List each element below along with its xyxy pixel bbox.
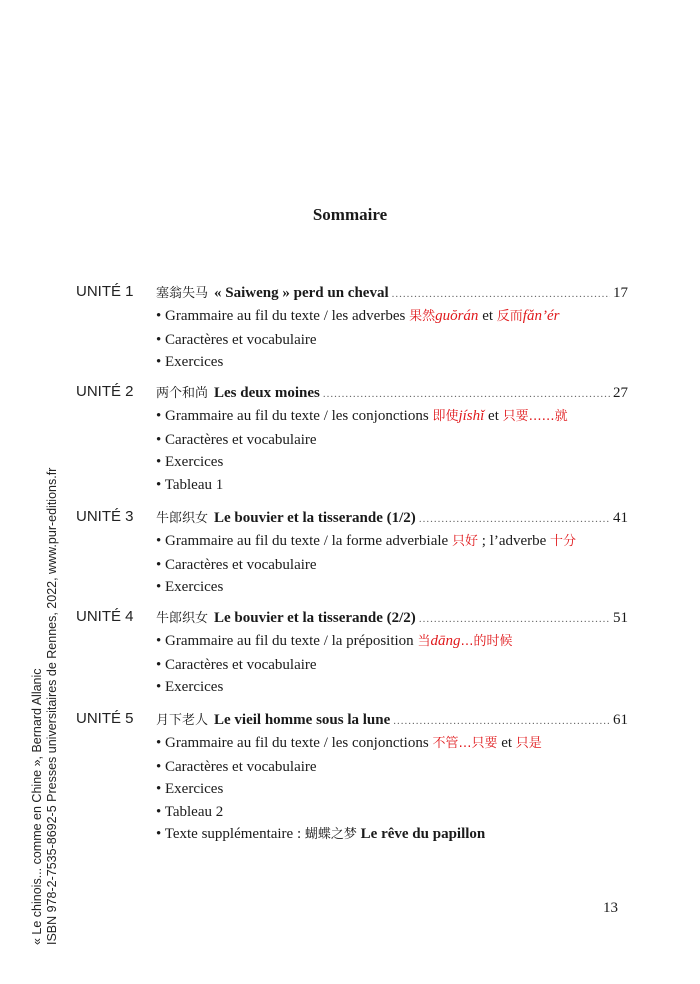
page-number: 13 xyxy=(603,900,618,916)
unit-heading xyxy=(156,383,628,404)
item-text: • Exercices xyxy=(156,679,224,696)
unit-items xyxy=(156,305,628,374)
heading-french-title: Le bouvier et la tisserande (2/2) xyxy=(214,610,416,626)
chinese-term: 反而 xyxy=(496,309,523,324)
unit-label: UNITÉ 3 xyxy=(76,508,134,525)
heading-page-number: 41 xyxy=(613,510,628,526)
pinyin-term: jíshǐ xyxy=(458,408,485,424)
item-text: • Caractères et vocabulaire xyxy=(156,758,317,775)
heading-french-title: Le vieil homme sous la lune xyxy=(214,712,391,728)
chinese-term: 只好 xyxy=(451,534,478,549)
pinyin-term: dāng xyxy=(430,633,461,649)
unit-items xyxy=(156,405,628,496)
item-text: • Tableau 1 xyxy=(156,476,224,493)
unit-label: UNITÉ 5 xyxy=(76,710,134,727)
heading-french-title: « Saiweng » perd un cheval xyxy=(214,285,389,301)
heading-chinese-title: 牛郎织女 xyxy=(156,611,209,626)
sidebar-line-1: « Le chinois... comme en Chine », Bernard Allanic xyxy=(30,668,44,945)
sidebar-line-2: ISBN 978-2-7535-8692-5 Presses universitaires de Rennes, 2022, www.pur-editions.fr xyxy=(45,467,59,945)
item-text: • Grammaire au fil du texte / la préposition xyxy=(156,633,418,649)
item-text: et xyxy=(497,735,516,751)
pinyin-term: guŏrán xyxy=(435,308,479,324)
list-item xyxy=(156,654,628,677)
list-item xyxy=(156,305,628,329)
chinese-term: 只是 xyxy=(515,736,542,751)
list-item xyxy=(156,630,628,654)
chinese-term: 即使 xyxy=(432,409,459,424)
list-item xyxy=(156,576,628,599)
list-item xyxy=(156,474,628,497)
list-item xyxy=(156,530,628,554)
chinese-term: 只要……就 xyxy=(502,409,568,424)
item-text: • Exercices xyxy=(156,454,224,471)
heading-page-number: 17 xyxy=(613,285,628,301)
list-item xyxy=(156,429,628,452)
chinese-term: 不管…只要 xyxy=(432,736,498,751)
item-text: • Exercices xyxy=(156,579,224,596)
item-text: • Caractères et vocabulaire xyxy=(156,331,317,348)
heading-chinese-title: 两个和尚 xyxy=(156,386,209,401)
item-text: • Grammaire au fil du texte / les adverbes xyxy=(156,308,410,324)
item-text: • Grammaire au fil du texte / les conjonctions xyxy=(156,408,433,424)
list-item xyxy=(156,329,628,352)
heading-chinese-title: 塞翁失马 xyxy=(156,286,209,301)
dot-leader xyxy=(323,384,610,404)
item-text: • Exercices xyxy=(156,354,224,371)
heading-chinese-title: 牛郎织女 xyxy=(156,511,209,526)
item-text: • Caractères et vocabulaire xyxy=(156,656,317,673)
item-text: et xyxy=(484,408,503,424)
unit-items xyxy=(156,732,628,847)
unit-heading xyxy=(156,283,628,304)
heading-page-number: 27 xyxy=(613,385,628,401)
list-item xyxy=(156,554,628,577)
list-item xyxy=(156,756,628,779)
list-item xyxy=(156,823,628,847)
item-text: ; l’adverbe xyxy=(477,533,551,549)
list-item xyxy=(156,732,628,756)
dot-leader xyxy=(419,609,610,629)
heading-french-title: Les deux moines xyxy=(214,385,320,401)
item-text: et xyxy=(478,308,497,324)
dot-leader xyxy=(392,284,610,304)
unit-heading xyxy=(156,608,628,629)
list-item xyxy=(156,405,628,429)
chinese-term: 果然 xyxy=(409,309,436,324)
list-item xyxy=(156,451,628,474)
chinese-term: …的时候 xyxy=(460,634,513,649)
unit-heading xyxy=(156,710,628,731)
item-text: • Tableau 2 xyxy=(156,803,224,820)
dot-leader xyxy=(393,711,610,731)
unit-label: UNITÉ 4 xyxy=(76,608,134,625)
list-item xyxy=(156,778,628,801)
list-item xyxy=(156,676,628,699)
dot-leader xyxy=(419,509,610,529)
item-text: • Grammaire au fil du texte / la forme adverbiale xyxy=(156,533,452,549)
item-text: • Exercices xyxy=(156,781,224,798)
heading-page-number: 61 xyxy=(613,712,628,728)
item-text: • Caractères et vocabulaire xyxy=(156,431,317,448)
unit-items xyxy=(156,530,628,599)
chinese-term: 当 xyxy=(417,634,431,649)
list-item xyxy=(156,801,628,824)
item-text: • Caractères et vocabulaire xyxy=(156,556,317,573)
chinese-term: 蝴蝶之梦 xyxy=(304,827,357,843)
unit-items xyxy=(156,630,628,699)
unit-label: UNITÉ 1 xyxy=(76,283,134,300)
unit-heading xyxy=(156,508,628,529)
item-text: • Grammaire au fil du texte / les conjonctions xyxy=(156,735,433,751)
heading-chinese-title: 月下老人 xyxy=(156,713,209,728)
copyright-sidebar xyxy=(30,445,60,945)
chinese-term: 十分 xyxy=(550,534,577,549)
list-item xyxy=(156,351,628,374)
item-text: • Texte supplémentaire : xyxy=(156,826,305,843)
heading-french-title: Le bouvier et la tisserande (1/2) xyxy=(214,510,416,526)
unit-label: UNITÉ 2 xyxy=(76,383,134,400)
pinyin-term: fǎn’ér xyxy=(522,308,560,324)
item-text: Le rêve du papillon xyxy=(360,826,486,843)
heading-page-number: 51 xyxy=(613,610,628,626)
page-title: Sommaire xyxy=(312,205,388,224)
